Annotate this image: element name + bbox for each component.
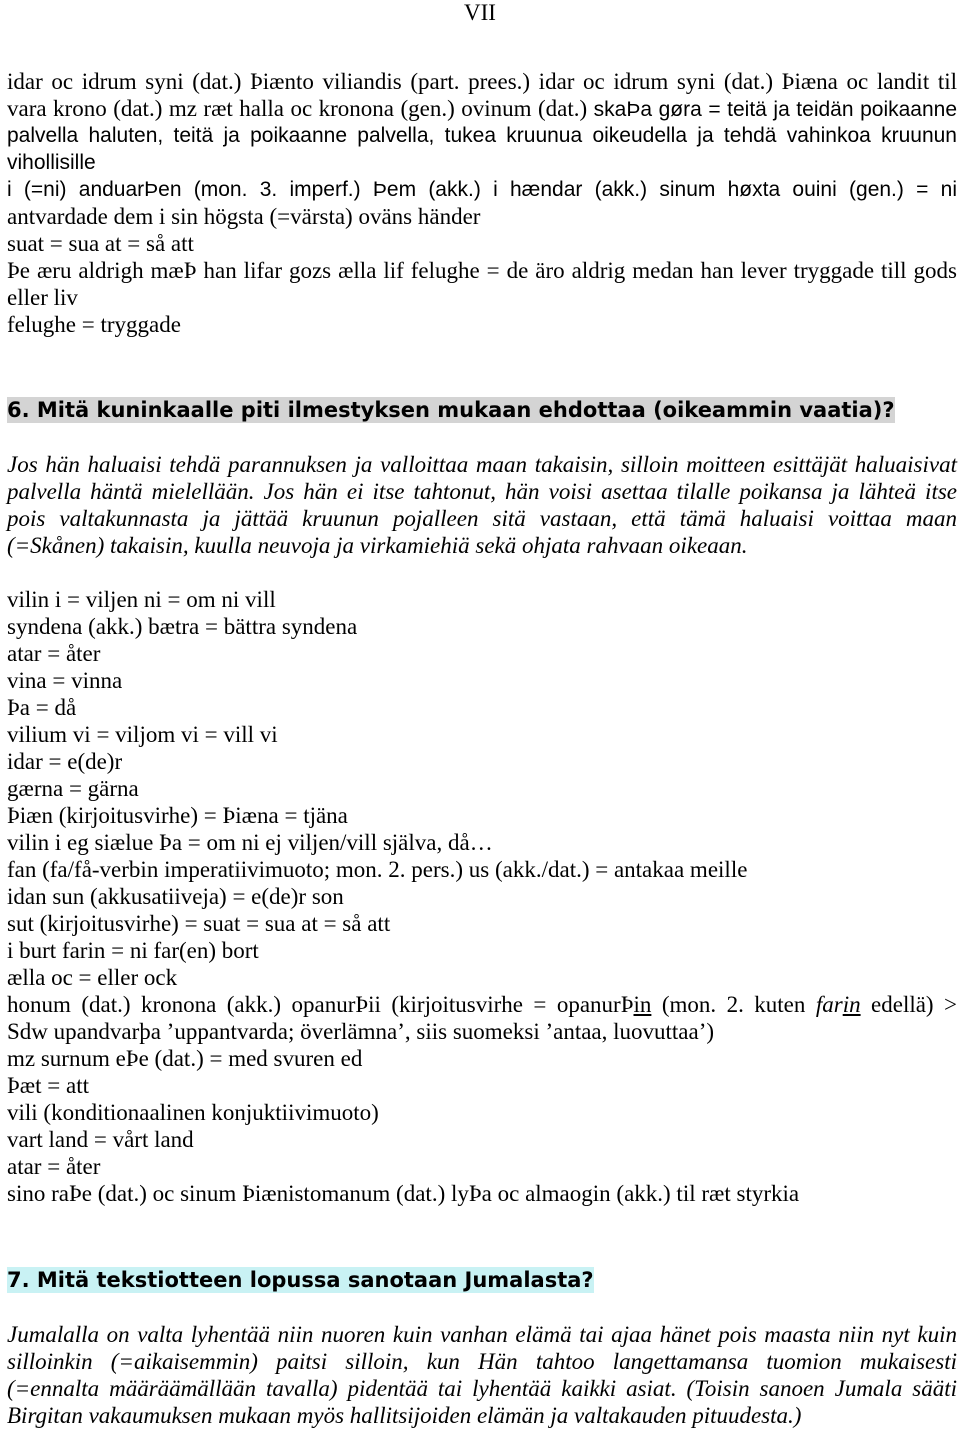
answer-line: (=Skånen) takaisin, kuulla neuvoja ja virkamiehiä sekä ohjata rahvaan oikeaan. (7, 533, 748, 558)
glossary-line: suat = sua at = så att (7, 231, 194, 256)
glossary-item: vina = vinna (7, 668, 123, 693)
answer-line: silloinkin (=aikaisemmin) paitsi silloin, kun Hän tahtoo langettamansa tuomion mukaisesti (7, 1349, 957, 1374)
answer-6-paragraph (7, 451, 957, 559)
glossary-item: Þa = då (7, 695, 77, 720)
answer-line: (=ennalta määräämällään tavalla) pidentää tai lyhentää kaikki asiat. (Toisin sanoen Jumala sääti (7, 1376, 957, 1401)
glossary-item: Þæt = att (7, 1073, 89, 1098)
answer-line: Birgitan vakaumuksen mukaan myös hallitsijoiden elämän ja valtakauden pituudesta.) (7, 1403, 802, 1428)
question-7-heading (7, 1266, 594, 1293)
answer-line: Jos hän haluaisi tehdä parannuksen ja valloittaa maan takaisin, silloin moitteen esittäjät haluaisivat (7, 452, 957, 477)
glossary-item: idan sun (akkusatiiveja) = e(de)r son (7, 884, 344, 909)
glossary-line: i (=ni) anduarÞen (mon. 3. imperf.) Þem (akk.) i hændar (akk.) sinum høxta ouini (gen.) = ni (7, 178, 957, 201)
glossary-item (7, 991, 957, 1018)
question-6-text: 6. Mitä kuninkaalle piti ilmestyksen mukaan ehdottaa (oikeammin vaatia)? (7, 398, 895, 422)
glossary-item: idar = e(de)r (7, 749, 123, 774)
glossary-item-segment: honum (dat.) kronona (akk.) opanurÞii (kirjoitusvirhe = opanurÞ (7, 992, 634, 1017)
glossary-line: idar oc idrum syni (dat.) Þiænto viliandis (part. prees.) idar oc idrum syni (dat.) Þiæna oc landit til (7, 69, 957, 94)
glossary-item: ælla oc = eller ock (7, 965, 178, 990)
glossary-source-segment: vara krono (dat.) mz ræt halla oc kronona (gen.) ovinum (dat.) (7, 96, 588, 121)
glossary-item: vart land = vårt land (7, 1127, 194, 1152)
glossary-block-1 (7, 68, 957, 338)
glossary-item: vilin i = viljen ni = om ni vill (7, 587, 276, 612)
glossary-item: atar = åter (7, 641, 101, 666)
glossary-line (7, 95, 957, 122)
glossary-item: syndena (akk.) bætra = bättra syndena (7, 614, 358, 639)
glossary-line: felughe = tryggade (7, 312, 181, 337)
glossary-line: antvardade dem i sin högsta (=värsta) oväns händer (7, 204, 481, 229)
answer-line: pois valtakunnasta ja jättää kruunun pojalleen sitä vastaan, että tämä haluaisi voittaa maan (7, 506, 957, 531)
glossary-item: fan (fa/få-verbin imperatiivimuoto; mon. 2. pers.) us (akk./dat.) = antakaa meille (7, 857, 748, 882)
glossary-item-segment: far (815, 992, 843, 1017)
glossary-list-2 (7, 586, 957, 1207)
glossary-item: sino raÞe (dat.) oc sinum Þiænistomanum (dat.) lyÞa oc almaogin (akk.) til ræt styrkia (7, 1181, 800, 1206)
glossary-item: gærna = gärna (7, 776, 139, 801)
glossary-item: vili (konditionaalinen konjuktiivimuoto) (7, 1100, 379, 1125)
underlined-ending: in (633, 992, 652, 1017)
glossary-line: eller liv (7, 285, 78, 310)
glossary-line: vihollisille (7, 151, 96, 174)
glossary-item: vilin i eg siælue Þa = om ni ej viljen/vill själva, då… (7, 830, 493, 855)
glossary-line: Þe æru aldrigh mæÞ han lifar gozs ælla lif felughe = de äro aldrig medan han lever tryggade till gods (7, 258, 957, 283)
glossary-item: i burt farin = ni far(en) bort (7, 938, 259, 963)
glossary-item-segment: edellä) > (871, 992, 958, 1017)
glossary-item: sut (kirjoitusvirhe) = suat = sua at = så att (7, 911, 391, 936)
page-number: VII (464, 0, 496, 25)
glossary-item: Þiæn (kirjoitusvirhe) = Þiæna = tjäna (7, 803, 348, 828)
answer-line: Jumalalla on valta lyhentää niin nuoren kuin vanhan elämä tai ajaa hänet pois maasta niin nyt kuin (7, 1322, 957, 1347)
italic-word (816, 992, 861, 1017)
glossary-item-segment: (mon. 2. kuten (661, 992, 806, 1017)
underlined-ending: in (842, 992, 861, 1017)
glossary-item: mz surnum eÞe (dat.) = med svuren ed (7, 1046, 363, 1071)
question-7-text: 7. Mitä tekstiotteen lopussa sanotaan Jumalasta? (7, 1268, 594, 1292)
answer-7-paragraph (7, 1321, 957, 1429)
answer-line: palvella häntä mielellään. Jos hän ei itse tahtonut, hän voisi asettaa tilalle poikansa ja lähteä itse (7, 479, 957, 504)
glossary-line: palvella haluten, teitä ja poikaanne palvella, tukea kruunua oikeudella ja tehdä vahinkoa kruunun (7, 124, 957, 147)
glossary-item: atar = åter (7, 1154, 101, 1179)
glossary-item: vilium vi = viljom vi = vill vi (7, 722, 278, 747)
glossary-item: Sdw upandvarþa ’uppantvarda; överlämna’, siis suomeksi ’antaa, luovuttaa’) (7, 1019, 715, 1044)
glossary-translation-segment: skaÞa gøra = teitä ja teidän poikaanne (593, 98, 958, 121)
question-6-heading (7, 396, 895, 423)
